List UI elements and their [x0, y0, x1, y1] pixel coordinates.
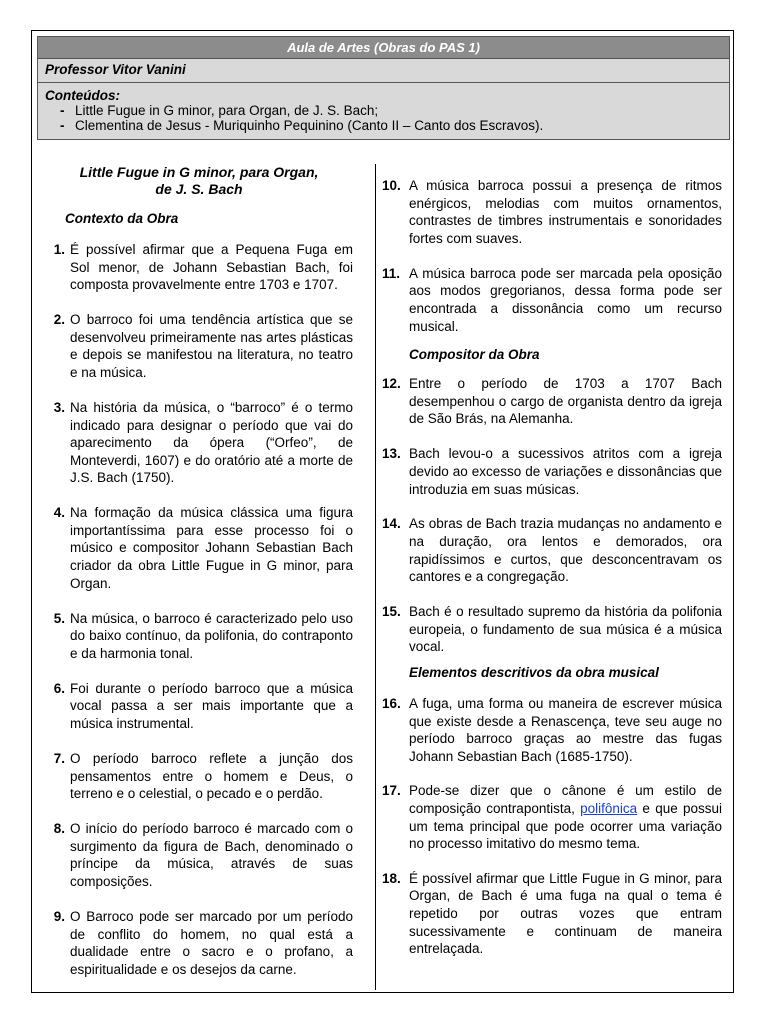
item-text: Entre o período de 1703 a 1707 Bach desempenhou o cargo de organista dentro da igreja de São Brás, na Alemanha.: [409, 376, 722, 427]
item-number: 8.: [53, 821, 65, 837]
list-item: [382, 782, 722, 852]
list-item: [45, 680, 353, 733]
item-text-part: e que possui um tema principal que pode ocorrer uma variação no processo imitativo do mesmo tema.: [409, 801, 723, 852]
item-number: 6.: [53, 680, 65, 696]
list-item: [382, 375, 722, 428]
item-number: 4.: [53, 505, 65, 521]
list-item: [45, 820, 353, 890]
section-heading-composer: Compositor da Obra: [409, 347, 540, 363]
bullet-dash: -: [60, 118, 65, 133]
item-number: 14.: [382, 516, 401, 532]
item-text: As obras de Bach trazia mudanças no andamento e na duração, ora lentos e demorados, ora rapidíssimos e curtos, que desconcentravam os cantores e a congregação.: [409, 516, 722, 585]
item-number: 13.: [382, 446, 401, 462]
right-item-list-a: [382, 177, 722, 335]
item-text: [409, 782, 722, 852]
item-number: 10.: [382, 178, 401, 193]
item-number: 9.: [53, 908, 65, 924]
header-table: [37, 36, 730, 140]
contents-label: Conteúdos:: [45, 88, 120, 103]
work-title-line: Little Fugue in G minor, para Organ,: [79, 164, 319, 180]
item-text: O início do período barroco é marcado com o surgimento da figura de Bach, denominado o príncipe da música, através de suas composições.: [70, 821, 353, 889]
right-column: [382, 177, 722, 958]
left-column: [45, 162, 353, 978]
item-text: Na história da música, o “barroco” é o termo indicado para designar o período que vai do aparecimento da ópera (“Orfeo”, de Monteverdi, 1607) e do oratório até a morte de J.S. Bach (1750).: [70, 399, 353, 486]
item-text: A fuga, uma forma ou maneira de escrever música que existe desde a Renascença, teve seu auge no período barroco graças ao mestre das fugas Johann Sebastian Bach (1685-1750).: [409, 696, 722, 764]
item-text: A música barroca pode ser marcada pela oposição aos modos gregorianos, dessa forma pode ser encontrada a dissonância como um recurso musical.: [409, 265, 722, 334]
item-text: Bach é o resultado supremo da história da polifonia europeia, o fundamento de sua música é a música vocal.: [409, 604, 722, 655]
item-text: Na formação da música clássica uma figura importantíssima para esse processo foi o músico e compositor Johann Sebastian Bach criador da obra Little Fugue in G minor, para Organ.: [70, 505, 353, 591]
list-item: [382, 177, 722, 247]
item-number: 12.: [382, 376, 401, 392]
right-item-list-b: [382, 375, 722, 656]
left-item-list: [45, 241, 353, 978]
item-number: 1.: [53, 242, 65, 257]
item-number: 16.: [382, 696, 401, 712]
item-text: O período barroco reflete a junção dos pensamentos entre o homem e Deus, o terreno e o celestial, o pecado e o perdão.: [70, 751, 353, 802]
item-text: Bach levou-o a sucessivos atritos com a igreja devido ao excesso de variações e dissonâncias que introduzia em suas músicas.: [409, 446, 722, 497]
list-item: [382, 515, 722, 585]
professor-name: Professor Vitor Vanini: [38, 59, 729, 83]
work-title-line: de J. S. Bach: [155, 181, 243, 197]
list-item: [382, 265, 722, 335]
item-text: É possível afirmar que a Pequena Fuga em Sol menor, de Johann Sebastian Bach, foi composta provavelmente entre 1703 e 1707.: [70, 242, 353, 293]
item-number: 18.: [382, 870, 401, 886]
contents-box: [38, 83, 729, 139]
item-number: 3.: [53, 399, 65, 415]
contents-item-text: Clementina de Jesus - Muriquinho Pequinino (Canto II – Canto dos Escravos).: [75, 118, 544, 133]
list-item: [45, 504, 353, 592]
item-text-part: Pode-se dizer que o cânone é um estilo de composição contrapontista,: [409, 783, 722, 816]
list-item: [45, 241, 353, 294]
item-number: 15.: [382, 604, 401, 620]
list-item: [45, 750, 353, 803]
column-divider: [375, 164, 376, 990]
contents-item: [45, 103, 722, 118]
list-item: [382, 695, 722, 765]
item-text: É possível afirmar que Little Fugue in G minor, para Organ, de Bach é uma fuga na qual o tema é repetido por outras vozes que entram sucessivamente e continuam de maneira entrelaçada.: [409, 870, 722, 957]
polifonica-link[interactable]: polifônica: [580, 801, 638, 816]
item-number: 11.: [382, 265, 401, 281]
item-text: A música barroca possui a presença de ritmos enérgicos, melodias com muitos ornamentos, contrastes de timbres instrumentais e sonoridades fortes com suaves.: [409, 178, 722, 246]
list-item: [45, 311, 353, 381]
item-text: O barroco foi uma tendência artística que se desenvolveu primeiramente nas artes plásticas e depois se manifestou na literatura, no teatro e na música.: [70, 312, 353, 380]
list-item: [382, 445, 722, 498]
list-item: [45, 399, 353, 487]
item-text: O Barroco pode ser marcado por um período de conflito do homem, no qual está a dualidade entre o sacro e o profano, a espiritualidade e os desejos da carne.: [70, 908, 353, 977]
contents-item: [45, 118, 722, 133]
item-number: 2.: [53, 312, 65, 328]
item-number: 17.: [382, 783, 401, 799]
list-item: [45, 908, 353, 978]
contents-item-text: Little Fugue in G minor, para Organ, de J. S. Bach;: [75, 103, 379, 118]
item-text: Foi durante o período barroco que a música vocal passa a ser mais importante que a música instrumental.: [70, 680, 353, 732]
worksheet-page: [31, 30, 734, 993]
lesson-title: Aula de Artes (Obras do PAS 1): [38, 37, 729, 59]
work-title: [45, 164, 353, 198]
item-number: 7.: [53, 751, 65, 766]
section-heading-elements: Elementos descritivos da obra musical: [409, 665, 659, 681]
section-heading-context: Contexto da Obra: [65, 211, 179, 226]
list-item: [45, 610, 353, 663]
list-item: [382, 603, 722, 656]
item-text: Na música, o barroco é caracterizado pelo uso do baixo contínuo, da polifonia, do contraponto e da harmonia tonal.: [70, 610, 353, 661]
item-number: 5.: [53, 610, 65, 626]
list-item: [382, 870, 722, 958]
bullet-dash: -: [60, 103, 65, 118]
